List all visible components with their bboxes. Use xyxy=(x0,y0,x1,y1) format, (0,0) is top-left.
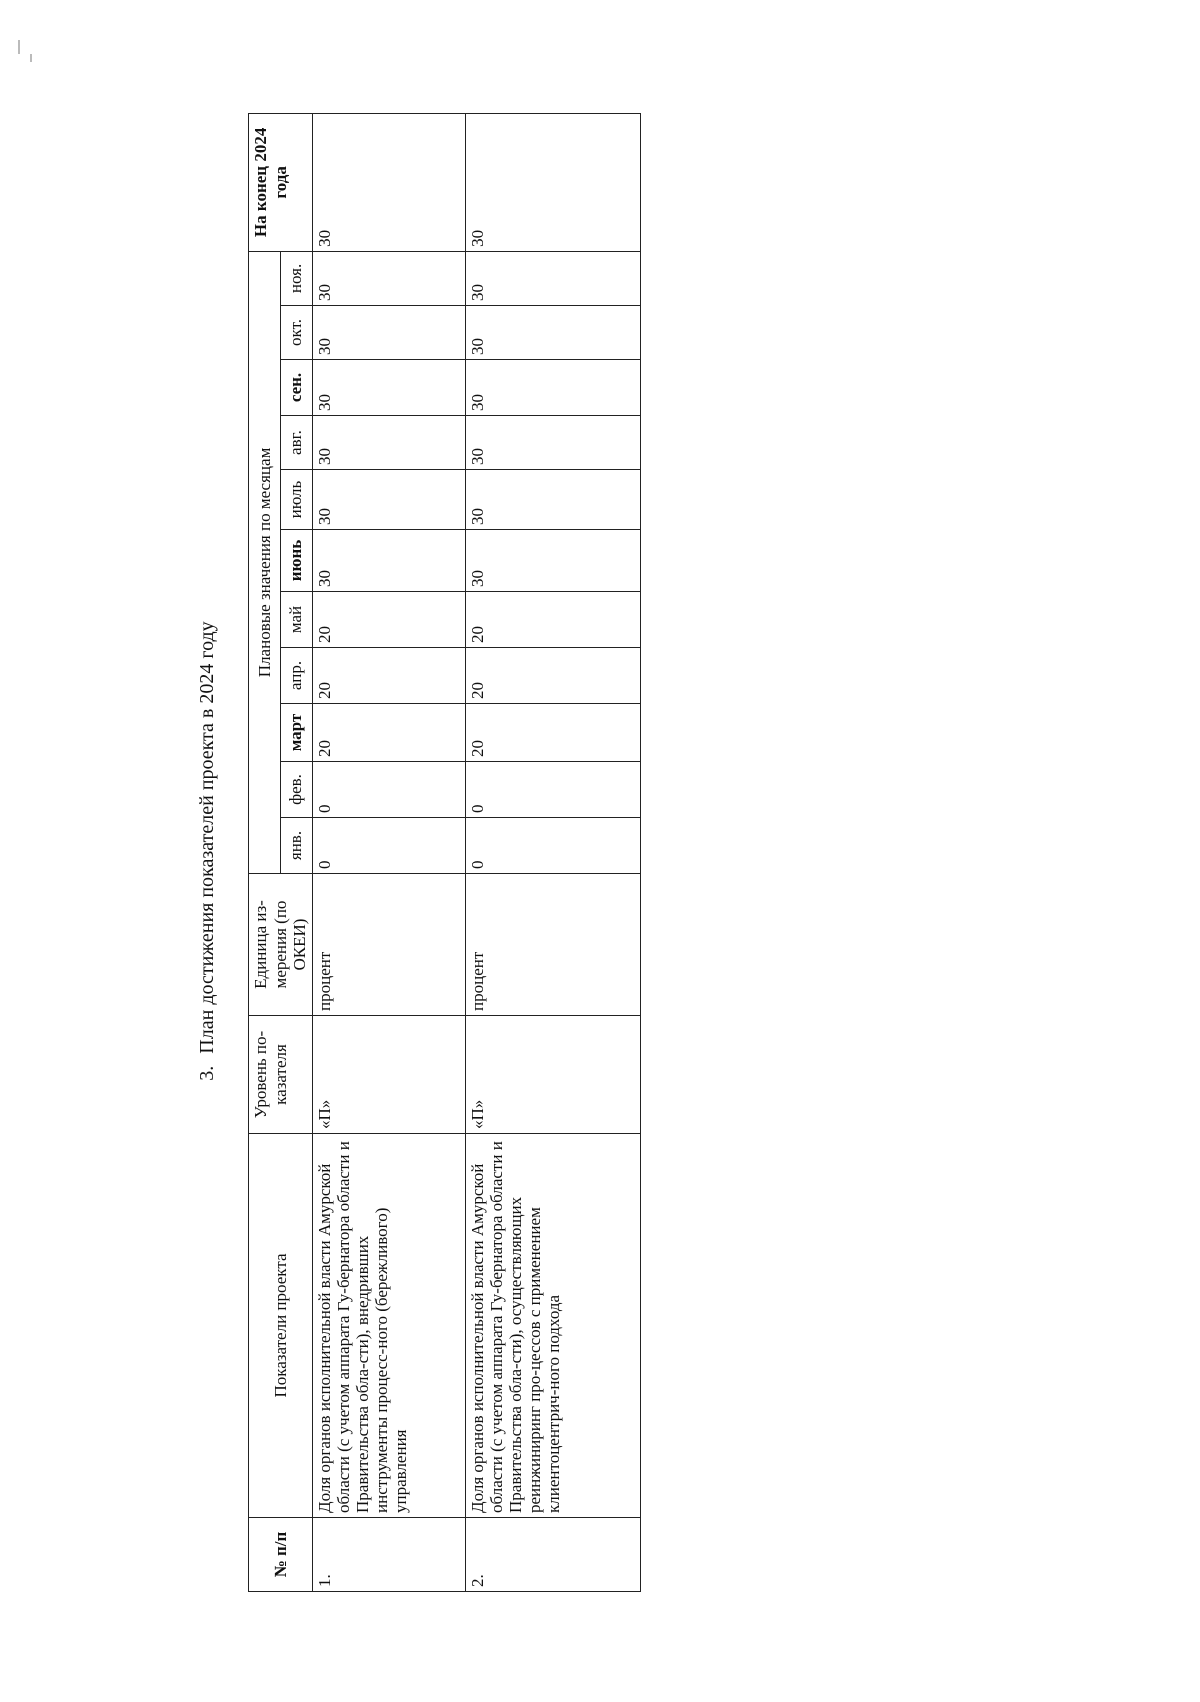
monthly-value: 30 xyxy=(466,416,640,470)
header-month: июнь xyxy=(280,530,312,592)
indicator-level: «П» xyxy=(312,1016,466,1134)
row-number: 1. xyxy=(312,1518,466,1592)
table-row xyxy=(312,113,466,1591)
header-month: окт. xyxy=(280,306,312,360)
header-unit: Единица из-мерения (по ОКЕИ) xyxy=(249,874,313,1016)
unit-of-measure: процент xyxy=(312,874,466,1016)
monthly-value: 30 xyxy=(312,470,466,530)
monthly-value: 0 xyxy=(466,818,640,874)
header-monthly-group: Плановые значения по месяцам xyxy=(249,251,281,873)
monthly-value: 30 xyxy=(312,416,466,470)
indicator-name: Доля органов исполнительной власти Амурской области (с учетом аппарата Гу-бернатора области и Правительства обла-сти), осуществляющих реинжиниринг про-цессов с применением клиентоцентрич-ного подхода xyxy=(466,1134,640,1518)
table-row xyxy=(466,113,640,1591)
scan-mark xyxy=(30,54,32,62)
indicator-name: Доля органов исполнительной власти Амурской области (с учетом аппарата Гу-бернатора области и Правительства обла-сти), внедривших инструменты процесс-ного (бережливого) управления xyxy=(312,1134,466,1518)
header-month: май xyxy=(280,592,312,648)
monthly-value: 20 xyxy=(312,704,466,762)
monthly-value: 20 xyxy=(466,592,640,648)
monthly-value: 30 xyxy=(466,306,640,360)
header-year-end: На конец 2024 года xyxy=(249,113,313,251)
year-end-value: 30 xyxy=(312,113,466,251)
header-month: ноя. xyxy=(280,251,312,305)
monthly-value: 30 xyxy=(312,530,466,592)
scan-mark xyxy=(18,40,20,54)
monthly-value: 30 xyxy=(466,251,640,305)
header-month: июль xyxy=(280,470,312,530)
monthly-value: 0 xyxy=(312,818,466,874)
header-row-top xyxy=(249,113,281,1591)
document-title xyxy=(196,0,219,1702)
monthly-value: 20 xyxy=(312,648,466,704)
title-text: План достижения показателей проекта в 2024 году xyxy=(196,621,218,1054)
monthly-value: 30 xyxy=(312,306,466,360)
monthly-value: 20 xyxy=(466,648,640,704)
monthly-value: 30 xyxy=(466,360,640,416)
monthly-value: 0 xyxy=(466,762,640,818)
monthly-value: 30 xyxy=(466,530,640,592)
monthly-value: 0 xyxy=(312,762,466,818)
header-month: апр. xyxy=(280,648,312,704)
table-body xyxy=(312,113,640,1591)
unit-of-measure: процент xyxy=(466,874,640,1016)
year-end-value: 30 xyxy=(466,113,640,251)
monthly-value: 30 xyxy=(466,470,640,530)
header-num: № п/п xyxy=(249,1518,313,1592)
header-month: сен. xyxy=(280,360,312,416)
monthly-value: 30 xyxy=(312,360,466,416)
row-number: 2. xyxy=(466,1518,640,1592)
title-number: 3. xyxy=(196,1065,218,1081)
monthly-value: 30 xyxy=(312,251,466,305)
header-month: авг. xyxy=(280,416,312,470)
header-level: Уровень по-казателя xyxy=(249,1016,313,1134)
header-indicator: Показатели проекта xyxy=(249,1134,313,1518)
header-month: фев. xyxy=(280,762,312,818)
monthly-value: 20 xyxy=(466,704,640,762)
header-month: янв. xyxy=(280,818,312,874)
indicators-plan-table xyxy=(248,113,641,1592)
header-month: март xyxy=(280,704,312,762)
monthly-value: 20 xyxy=(312,592,466,648)
indicator-level: «П» xyxy=(466,1016,640,1134)
